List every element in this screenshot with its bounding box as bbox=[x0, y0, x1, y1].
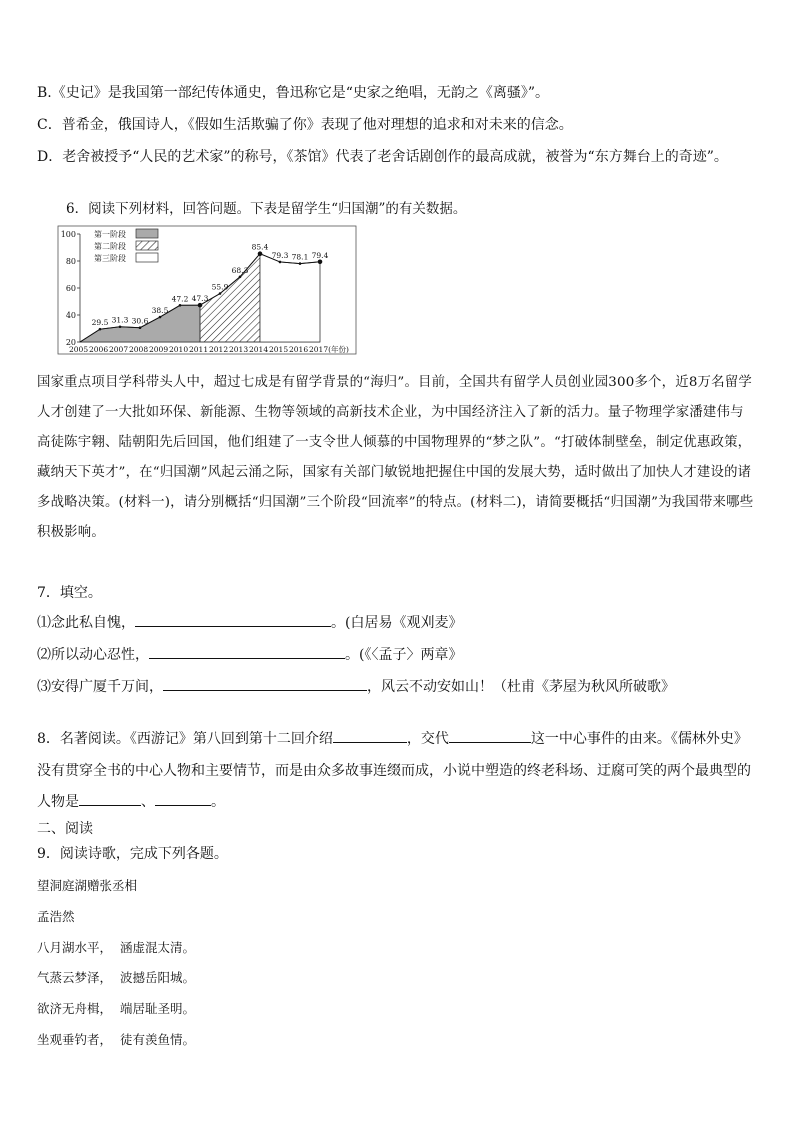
data-label: 79.4 bbox=[311, 250, 329, 260]
answer-blank[interactable] bbox=[79, 791, 141, 806]
data-point bbox=[119, 325, 122, 328]
answer-blank[interactable] bbox=[149, 644, 345, 659]
legend-swatch bbox=[136, 253, 158, 262]
data-point bbox=[299, 262, 302, 265]
x-tick-label: 2015 bbox=[269, 345, 289, 354]
fill-blank-2-suffix: 。(《〈孟子〉两章》 bbox=[345, 647, 463, 663]
option-d: D．老舍被授予“人民的艺术家”的称号，《茶馆》代表了老舍话剧创作的最高成就，被誉为“东方舞台上的奇迹”。 bbox=[37, 149, 728, 165]
y-tick-label: 80 bbox=[65, 257, 76, 266]
data-point bbox=[198, 303, 203, 308]
poem-author: 孟浩然 bbox=[37, 909, 75, 924]
answer-blank[interactable] bbox=[163, 676, 367, 691]
data-point bbox=[279, 261, 282, 264]
question-8-line-1 bbox=[37, 728, 748, 748]
stage-area-3 bbox=[260, 254, 320, 342]
answer-blank[interactable] bbox=[135, 612, 331, 627]
question-8-text: 8．名著阅读。《西游记》第八回到第十二回介绍 bbox=[37, 731, 333, 747]
data-label: 78.1 bbox=[291, 252, 309, 262]
fill-blank-3-suffix: ，风云不动安如山！（杜甫《茅屋为秋风所破歌》 bbox=[367, 679, 675, 695]
fill-blank-2-prefix: ⑵所以动心忍性， bbox=[37, 647, 149, 663]
legend-label: 第三阶段 bbox=[94, 254, 126, 263]
data-point bbox=[318, 260, 323, 265]
data-point bbox=[179, 304, 182, 307]
question-8-text: 这一中心事件的由来。《儒林外史》 bbox=[530, 731, 748, 747]
data-point bbox=[159, 316, 162, 319]
question-6-title: 6．阅读下列材料，回答问题。下表是留学生“归国潮”的有关数据。 bbox=[66, 201, 467, 217]
x-tick-label: 2009 bbox=[149, 345, 169, 354]
answer-blank[interactable] bbox=[155, 791, 211, 806]
data-point bbox=[258, 251, 263, 256]
y-tick-label: 20 bbox=[65, 338, 76, 347]
y-tick-label: 40 bbox=[65, 311, 76, 320]
data-label: 38.5 bbox=[151, 306, 169, 316]
x-tick-label: 2017(年份) bbox=[309, 345, 349, 354]
x-tick-label: 2013 bbox=[229, 345, 249, 354]
x-tick-label: 2011 bbox=[189, 345, 209, 354]
question-8-text: 人物是 bbox=[37, 794, 79, 810]
x-tick-label: 2012 bbox=[209, 345, 229, 354]
option-c: C．普希金，俄国诗人，《假如生活欺骗了你》表现了他对理想的追求和对未来的信念。 bbox=[37, 117, 573, 133]
data-point bbox=[239, 275, 242, 278]
question-9-title: 9．阅读诗歌，完成下列各题。 bbox=[37, 846, 228, 862]
section-heading: 二、阅读 bbox=[37, 821, 93, 837]
x-tick-label: 2007 bbox=[109, 345, 129, 354]
answer-blank[interactable] bbox=[449, 728, 531, 743]
poem-line-3: 欲济无舟楫， 端居耻圣明。 bbox=[37, 1001, 195, 1016]
data-label: 68.3 bbox=[231, 265, 249, 275]
question-8-line-3 bbox=[37, 791, 225, 811]
data-label: 79.3 bbox=[271, 250, 289, 260]
legend-label: 第二阶段 bbox=[94, 242, 126, 251]
x-tick-label: 2010 bbox=[169, 345, 189, 354]
option-b: B.《史记》是我国第一部纪传体通史，鲁迅称它是“史家之绝唱，无韵之《离骚》”。 bbox=[37, 85, 550, 101]
data-label: 31.3 bbox=[111, 315, 129, 325]
poem-title: 望洞庭湖赠张丞相 bbox=[37, 878, 138, 893]
data-label: 30.6 bbox=[131, 316, 149, 326]
legend-swatch bbox=[136, 241, 158, 250]
poem-line-4: 坐观垂钓者， 徒有羡鱼情。 bbox=[37, 1032, 195, 1047]
question-8-line-2: 没有贯穿全书的中心人物和主要情节，而是由众多故事连缀而成，小说中塑造的终老科场、迂腐可笑的两个最典型的 bbox=[37, 763, 751, 779]
question-8-text: 。 bbox=[211, 794, 225, 810]
fill-blank-1-suffix: 。(白居易《观刈麦》 bbox=[331, 615, 463, 631]
data-point bbox=[139, 326, 142, 329]
y-tick-label: 100 bbox=[60, 230, 76, 239]
fill-blank-1-prefix: ⑴念此私自愧， bbox=[37, 615, 135, 631]
x-tick-label: 2005 bbox=[69, 345, 89, 354]
data-label: 85.4 bbox=[251, 242, 269, 252]
legend-swatch bbox=[136, 229, 158, 238]
y-tick-label: 60 bbox=[65, 284, 76, 293]
x-tick-label: 2016 bbox=[289, 345, 309, 354]
x-tick-label: 2008 bbox=[129, 345, 149, 354]
poem-line-1: 八月湖水平， 涵虚混太清。 bbox=[37, 940, 195, 955]
question-8-text: 、 bbox=[141, 794, 155, 810]
legend-label: 第一阶段 bbox=[94, 230, 126, 239]
data-point bbox=[99, 328, 102, 331]
answer-blank[interactable] bbox=[333, 728, 407, 743]
fill-blank-3-prefix: ⑶安得广厦千万间， bbox=[37, 679, 163, 695]
data-label: 47.3 bbox=[191, 294, 209, 304]
x-tick-label: 2006 bbox=[89, 345, 109, 354]
data-label: 29.5 bbox=[91, 318, 109, 328]
question-8-text: ，交代 bbox=[406, 731, 449, 747]
data-label: 47.2 bbox=[171, 294, 189, 304]
fill-blank-1 bbox=[37, 612, 462, 632]
x-tick-label: 2014 bbox=[249, 345, 269, 354]
stage-area-2 bbox=[200, 254, 260, 342]
fill-blank-3 bbox=[37, 676, 675, 696]
question-7-title: 7．填空。 bbox=[37, 585, 102, 601]
data-label: 55.9 bbox=[211, 282, 229, 292]
returnee-chart bbox=[58, 226, 358, 354]
question-6-material: 国家重点项目学科带头人中，超过七成是有留学背景的“海归”。目前，全国共有留学人员创业园300多个，近8万名留学人才创建了一大批如环保、新能源、生物等领域的高新技术企业，为中国经济注入了新的活力。量子物理学家潘建伟与高徒陈宇翱、陆朝阳先后回国，他们组建了一支令世人倾慕的中国物理界的“梦之队”。“打破体制壁垒，制定优惠政策，藏纳天下英才”，在“归国潮”风起云涌之际，国家有关部门敏锐地把握住中国的发展大势，适时做出了加快人才建设的诸多战略决策。(材料一)，请分别概括“归国潮”三个阶段“回流率”的特点。(材料二)，请简要概括“归国潮”为我国带来哪些积极影响。 bbox=[37, 375, 754, 540]
fill-blank-2 bbox=[37, 644, 462, 664]
data-point bbox=[219, 292, 222, 295]
poem-line-2: 气蒸云梦泽， 波撼岳阳城。 bbox=[37, 970, 195, 985]
